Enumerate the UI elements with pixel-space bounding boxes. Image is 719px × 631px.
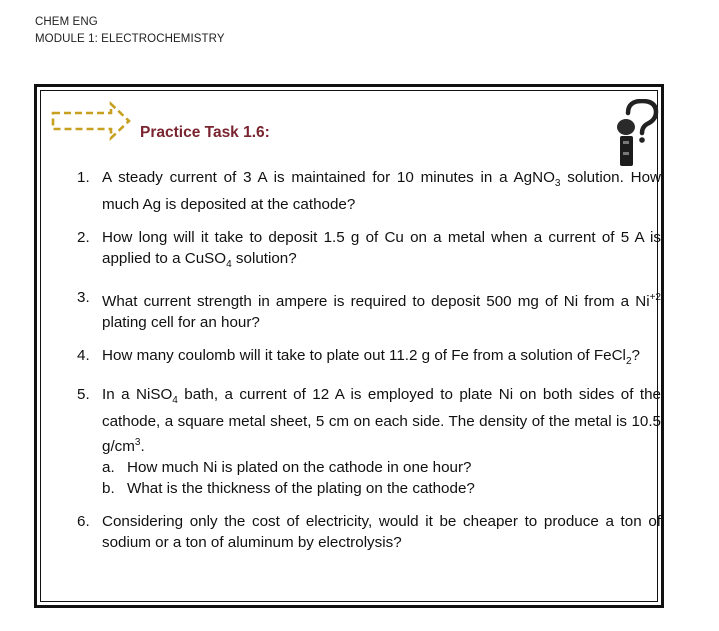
module-label: MODULE 1: ELECTROCHEMISTRY (35, 33, 225, 45)
question-text: What current strength in ampere is required to deposit 500 mg of Ni from a $Ni^{+2}$ plating cell for an hour? (102, 292, 661, 332)
sub-question-item (102, 478, 661, 499)
superscript: +2 (649, 292, 661, 304)
sub-question-letter: b. (102, 480, 115, 498)
question-number: 5. (77, 386, 90, 404)
document-header (35, 14, 225, 48)
subscript: 4 (226, 259, 232, 271)
question-number: 4. (77, 347, 90, 365)
dashed-arrow-icon (51, 101, 133, 141)
practice-task-box (34, 84, 664, 608)
sub-question-text: What is the thickness of the plating on the cathode? (127, 480, 475, 498)
sub-question-item (102, 457, 661, 478)
task-title: Practice Task 1.6: (140, 124, 270, 141)
subscript: 4 (172, 395, 178, 407)
question-text: A steady current of 3 A is maintained for 10 minutes in a AgNO$_3$ solution. How much Ag is deposited at the cathode? (102, 169, 662, 214)
sub-question-letter: a. (102, 459, 115, 477)
question-item (77, 345, 661, 372)
question-item (77, 384, 661, 499)
question-item (77, 287, 661, 333)
question-number: 3. (77, 289, 90, 307)
subscript: 2 (625, 356, 632, 368)
sub-question-text: How much Ni is plated on the cathode in one hour? (127, 459, 472, 477)
question-item (77, 511, 661, 553)
question-text: Considering only the cost of electricity, would it be cheaper to produce a ton of sodium or a ton of aluminum by electrolysis? (102, 513, 661, 552)
question-item (77, 167, 661, 215)
question-text: How long will it take to deposit 1.5 g of Cu on a metal when a current of 5 A is applied to a CuSO$_4$ solution? (102, 229, 661, 271)
subscript: 3 (554, 178, 561, 190)
question-item (77, 227, 661, 275)
question-list (77, 167, 661, 565)
question-person-icon (614, 99, 664, 169)
superscript: 3 (134, 437, 141, 449)
question-number: 6. (77, 513, 90, 531)
question-number: 1. (77, 169, 90, 186)
sub-question-list (102, 457, 661, 499)
question-text: How many coulomb will it take to plate out 11.2 g of Fe from a solution of FeCl$_2$? (102, 347, 640, 368)
question-text: In a NiSO$_4$ bath, a current of 12 A is employed to plate Ni on both sides of the cathode, a square metal sheet, 5 cm on each side. The density of the metal is 10.5 $g/cm^3$. (102, 386, 661, 456)
course-label: CHEM ENG (35, 16, 98, 28)
question-number: 2. (77, 229, 90, 247)
